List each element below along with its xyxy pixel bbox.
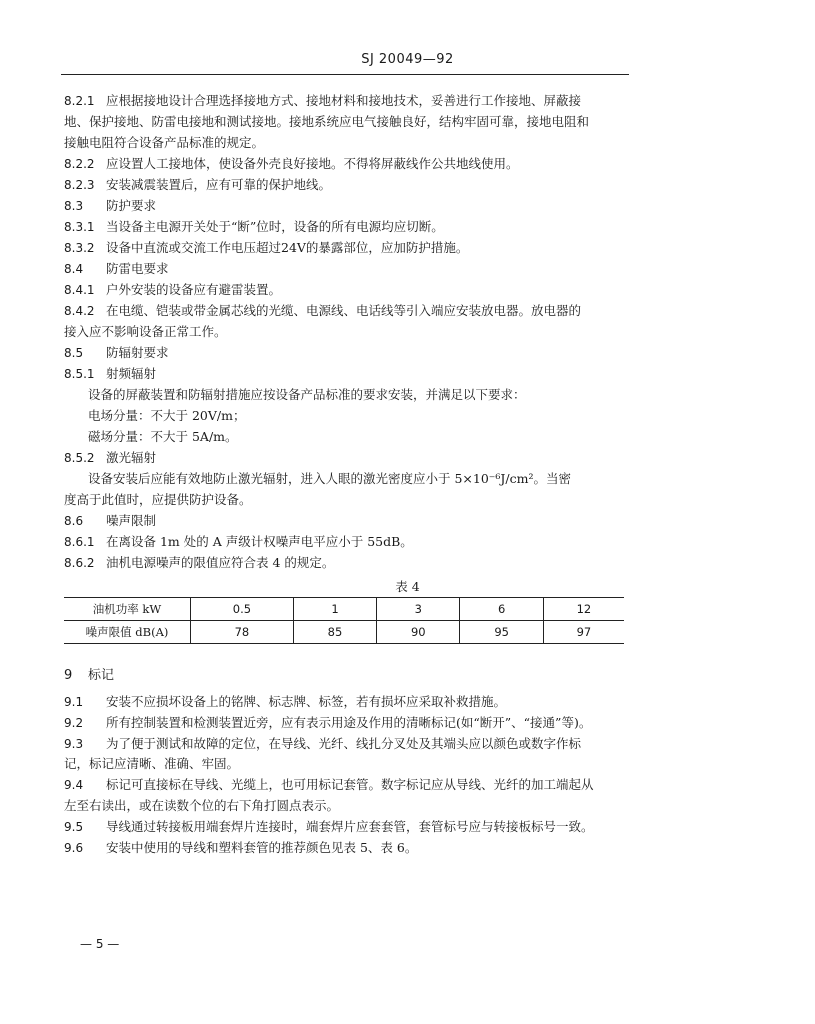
text-line (64, 177, 331, 193)
clause-text: 应根据接地设计合理选择接地方式、接地材料和接地技术，妥善进行工作接地、屏蔽接 (106, 93, 582, 108)
clause-text: 电场分量：不大于 20V/m； (88, 408, 246, 423)
table-row-header: 油机功率 kW (64, 598, 191, 621)
clause-text: 噪声限制 (106, 513, 157, 528)
clause-number: 8.4.2 (64, 304, 95, 318)
page-header: SJ 20049—92 (361, 52, 454, 67)
clause-number: 9.4 (64, 778, 84, 793)
clause-text: 度高于此值时，应提供防护设备。 (64, 492, 252, 507)
table-cell: 95 (460, 621, 543, 644)
text-line (64, 282, 281, 298)
clause-text: 防雷电要求 (106, 261, 169, 276)
clause-text: 设备的屏蔽装置和防辐射措施应按设备产品标准的要求安装，并满足以下要求： (88, 387, 526, 402)
clause-text: 油机电源噪声的限值应符合表 4 的规定。 (106, 555, 335, 570)
text-line (64, 694, 506, 710)
text-line (64, 798, 339, 814)
text-line (64, 303, 581, 319)
table-cell: 97 (543, 621, 624, 644)
clause-text: 安装中使用的导线和塑料套管的推荐颜色见表 5、表 6。 (106, 839, 418, 855)
text-line (64, 219, 444, 235)
text-line (64, 555, 334, 571)
text-line (64, 513, 156, 529)
clause-text: 防辐射要求 (106, 345, 169, 360)
text-line (88, 471, 571, 487)
clause-text: 磁场分量：不大于 5A/m。 (88, 429, 238, 444)
clause-number: 8.6.1 (64, 535, 95, 549)
table-caption: 表 4 (395, 579, 420, 594)
table-row (64, 598, 624, 621)
clause-text: 接触电阻符合设备产品标准的规定。 (64, 135, 265, 150)
table-cell: 0.5 (191, 598, 294, 621)
table-row (64, 621, 624, 644)
clause-number: 9.6 (64, 840, 84, 855)
table-cell: 3 (377, 598, 460, 621)
text-line (64, 777, 594, 793)
clause-text: 安装不应损坏设备上的铭牌、标志牌、标签，若有损坏应采取补救措施。 (106, 694, 507, 709)
clause-text: 设备中直流或交流工作电压超过24V的暴露部位，应加防护措施。 (106, 240, 469, 255)
clause-text: 所有控制装置和检测装置近旁，应有表示用途及作用的清晰标记(如“断开”、“接通”等)。 (106, 714, 592, 730)
text-line (64, 198, 156, 214)
table-cell: 12 (543, 598, 624, 621)
text-line (64, 93, 581, 109)
text-line (64, 819, 594, 835)
clause-number: 8.3.1 (64, 220, 95, 234)
clause-text: 在电缆、铠装或带金属芯线的光缆、电源线、电话线等引入端应安装放电器。放电器的 (106, 303, 582, 318)
text-line (64, 715, 591, 731)
text-line (88, 387, 526, 403)
text-line (88, 429, 238, 445)
clause-text: 地、保护接地、防雷电接地和测试接地。接地系统应电气接触良好，结构牢固可靠，接地电阻和 (64, 114, 590, 129)
clause-number: 9.5 (64, 819, 84, 834)
clause-number: 8.5.2 (64, 451, 95, 465)
clause-text: 防护要求 (106, 198, 157, 213)
clause-text: 为了便于测试和故障的定位，在导线、光纤、线扎分叉处及其端头应以颜色或数字作标 (106, 735, 582, 751)
text-line (64, 345, 169, 361)
clause-number: 8.2.1 (64, 94, 95, 108)
page-number: — 5 — (80, 937, 120, 951)
clause-number: 8.5.1 (64, 367, 95, 381)
clause-text: 设备安装后应能有效地防止激光辐射，进入人眼的激光密度应小于 5×10⁻⁶J/cm²。当密 (88, 471, 572, 486)
text-line (64, 261, 169, 277)
table-cell: 90 (377, 621, 460, 644)
clause-number: 8.4.1 (64, 283, 95, 297)
clause-text: 激光辐射 (106, 450, 157, 465)
text-line (64, 324, 227, 340)
section-number: 9 (64, 668, 73, 683)
clause-number: 8.3.2 (64, 241, 95, 255)
section-heading (64, 664, 114, 683)
text-line (64, 114, 589, 130)
text-line (64, 534, 413, 550)
text-line (64, 450, 156, 466)
header-rule (61, 74, 629, 75)
clause-number: 8.4 (64, 262, 84, 276)
clause-text: 当设备主电源开关处于“断”位时，设备的所有电源均应切断。 (106, 219, 444, 234)
clause-number: 8.2.3 (64, 178, 95, 192)
table-cell: 6 (460, 598, 543, 621)
clause-number: 9.2 (64, 715, 84, 730)
text-line (64, 840, 417, 856)
table-cell: 85 (293, 621, 376, 644)
text-line (88, 408, 245, 424)
clause-text: 户外安装的设备应有避雷装置。 (106, 282, 282, 297)
text-line (64, 156, 519, 172)
clause-text: 射频辐射 (106, 366, 157, 381)
section-title: 标记 (88, 668, 115, 683)
table-row-header: 噪声限值 dB(A) (64, 621, 191, 644)
text-line (64, 135, 264, 151)
text-line (64, 240, 468, 256)
text-line (64, 736, 581, 752)
clause-text: 左至右读出，或在读数个位的右下角打圆点表示。 (64, 798, 340, 813)
clause-number: 9.1 (64, 695, 84, 709)
text-line (64, 366, 156, 382)
table-cell: 1 (293, 598, 376, 621)
text-line (64, 492, 252, 508)
clause-text: 应设置人工接地体，使设备外壳良好接地。不得将屏蔽线作公共地线使用。 (106, 156, 519, 171)
table-cell: 78 (191, 621, 294, 644)
clause-number: 8.5 (64, 346, 84, 360)
clause-number: 8.6 (64, 514, 84, 528)
text-line (64, 756, 239, 772)
clause-text: 导线通过转接板用端套焊片连接时，端套焊片应套套管，套管标号应与转接板标号一致。 (106, 818, 594, 834)
clause-number: 8.3 (64, 199, 84, 213)
clause-number: 9.3 (64, 736, 84, 751)
clause-text: 安装减震装置后，应有可靠的保护地线。 (106, 177, 332, 192)
clause-text: 接入应不影响设备正常工作。 (64, 324, 227, 339)
table-4 (64, 597, 624, 644)
clause-number: 8.6.2 (64, 556, 95, 570)
clause-number: 8.2.2 (64, 157, 95, 171)
clause-text: 在离设备 1m 处的 A 声级计权噪声电平应小于 55dB。 (106, 534, 413, 549)
clause-text: 标记可直接标在导线、光缆上，也可用标记套管。数字标记应从导线、光纤的加工端起从 (106, 777, 594, 793)
clause-text: 记，标记应清晰、准确、牢固。 (64, 756, 240, 772)
